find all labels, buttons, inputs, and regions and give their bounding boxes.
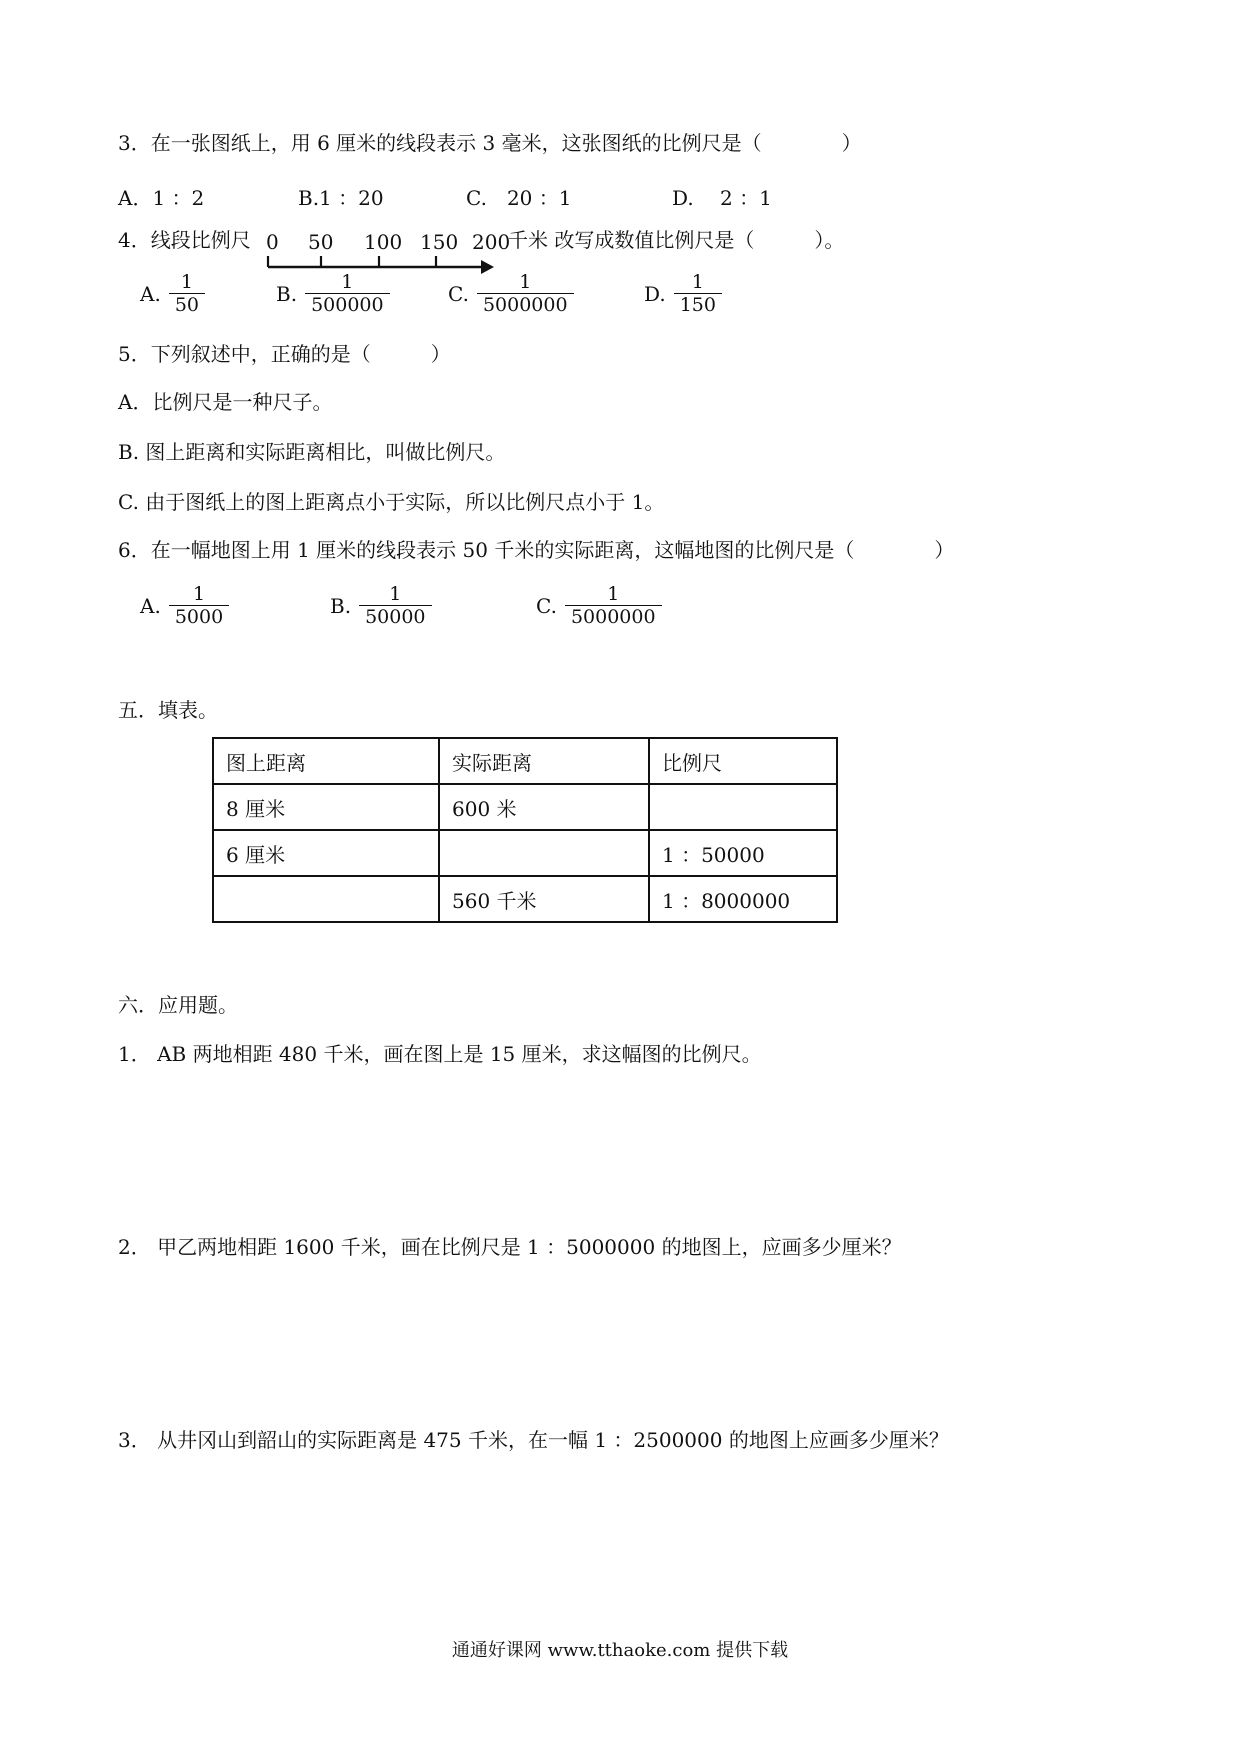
fraction-denominator: 5000 (169, 605, 229, 628)
question-4-option-c (448, 272, 574, 316)
question-4-option-a (140, 272, 205, 316)
fraction-numerator: 1 (607, 583, 620, 605)
question-3-option-d: D. 2 ：1 (672, 186, 772, 210)
application-problem-1: 1． AB 两地相距 480 千米，画在图上是 15 厘米，求这幅图的比例尺。 (118, 1042, 762, 1066)
question-5-text: 5．下列叙述中，正确的是（ ） (118, 342, 451, 366)
table-row (213, 830, 837, 876)
scale-tick-label: 200 (472, 230, 511, 254)
question-3-text: 3．在一张图纸上，用 6 厘米的线段表示 3 毫米，这张图纸的比例尺是（ ） (118, 131, 862, 155)
question-6-text: 6．在一幅地图上用 1 厘米的线段表示 50 千米的实际距离，这幅地图的比例尺是（ ） (118, 538, 955, 562)
question-6-option-c (536, 584, 662, 628)
question-3-option-b: B.1 ：20 (298, 186, 384, 210)
fraction-denominator: 5000000 (477, 293, 574, 316)
table-header: 实际距离 (439, 738, 649, 784)
question-5-option-a: A．比例尺是一种尺子。 (118, 390, 333, 414)
table-header-row (213, 738, 837, 784)
fraction-numerator: 1 (192, 583, 206, 605)
question-6-option-a (140, 584, 229, 628)
scale-tick-label: 100 (364, 230, 403, 254)
table-cell: 6 厘米 (213, 830, 439, 876)
question-3-option-a: A．1 ：2 (118, 186, 205, 210)
table-cell: 8 厘米 (213, 784, 439, 830)
table-cell: 560 千米 (439, 876, 649, 922)
table-cell-blank[interactable] (649, 784, 837, 830)
question-4-option-b (276, 272, 390, 316)
option-label: B. (330, 593, 352, 618)
table-cell-blank[interactable] (439, 830, 649, 876)
table-cell: 1 ：8000000 (649, 876, 837, 922)
fill-table (212, 737, 838, 923)
table-cell: 1 ：50000 (649, 830, 837, 876)
section-5-title: 五．填表。 (118, 698, 218, 722)
question-5-option-c: C. 由于图纸上的图上距离点小于实际，所以比例尺点小于 1。 (118, 490, 665, 514)
section-6-title: 六．应用题。 (118, 993, 238, 1017)
question-3-option-c: C. 20 ：1 (466, 186, 572, 210)
table-row (213, 784, 837, 830)
fraction-numerator: 1 (341, 271, 354, 293)
question-4-option-d (644, 272, 722, 316)
option-label: C. (536, 593, 557, 618)
table-cell: 600 米 (439, 784, 649, 830)
option-label: D. (644, 281, 666, 306)
table-header: 比例尺 (649, 738, 837, 784)
fraction-denominator: 150 (674, 293, 722, 316)
scale-tick-label: 50 (308, 230, 334, 254)
option-label: C. (448, 281, 469, 306)
fraction-denominator: 50 (169, 293, 205, 316)
table-row (213, 876, 837, 922)
fraction-numerator: 1 (389, 583, 402, 605)
application-problem-3: 3． 从井冈山到韶山的实际距离是 475 千米，在一幅 1 ：2500000 的地图上应画多少厘米？ (118, 1428, 949, 1452)
option-label: B. (276, 281, 298, 306)
question-4-prefix: 4．线段比例尺 (118, 228, 251, 252)
fraction-numerator: 1 (519, 271, 532, 293)
fraction-denominator: 5000000 (565, 605, 662, 628)
table-header: 图上距离 (213, 738, 439, 784)
fraction-numerator: 1 (180, 271, 193, 293)
application-problem-2: 2． 甲乙两地相距 1600 千米，画在比例尺是 1 ：5000000 的地图上，应画多少厘米？ (118, 1235, 902, 1259)
fraction-denominator: 500000 (305, 293, 390, 316)
question-4-suffix: 千米 改写成数值比例尺是（ ）。 (508, 228, 845, 252)
table-cell-blank[interactable] (213, 876, 439, 922)
scale-tick-label: 0 (266, 230, 279, 254)
fraction-numerator: 1 (691, 271, 704, 293)
option-label: A. (140, 281, 161, 306)
option-label: A. (140, 593, 161, 618)
fraction-denominator: 50000 (359, 605, 431, 628)
question-5-option-b: B. 图上距离和实际距离相比，叫做比例尺。 (118, 440, 506, 464)
scale-tick-label: 150 (420, 230, 459, 254)
question-6-option-b (330, 584, 432, 628)
page-footer: 通通好课网 www.tthaoke.com 提供下载 (451, 1640, 789, 1661)
